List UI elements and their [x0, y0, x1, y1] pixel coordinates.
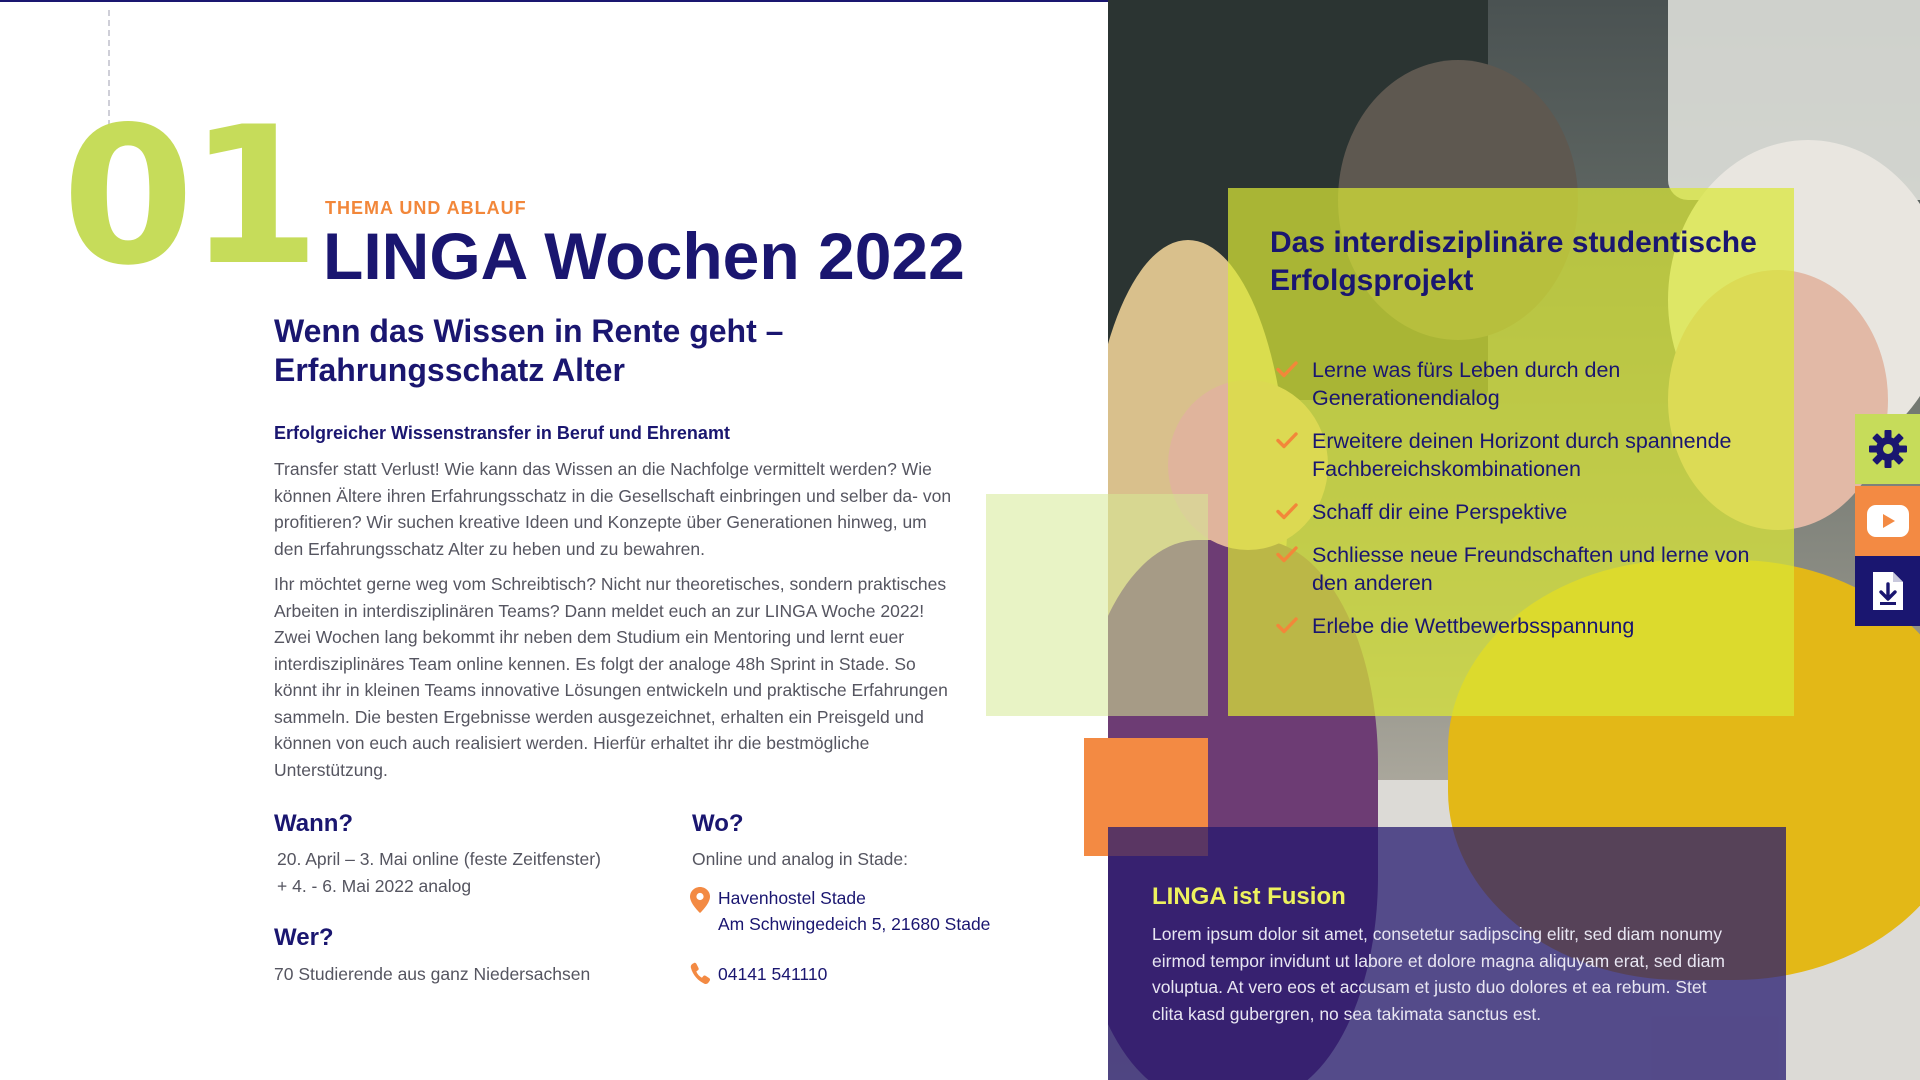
settings-button[interactable] — [1855, 414, 1920, 484]
phone-link[interactable]: 04141 541110 — [718, 964, 828, 984]
when-line-2: + 4. - 6. Mai 2022 analog — [277, 876, 472, 896]
highlight-text: Schaff dir eine Perspektive — [1312, 500, 1568, 524]
checkmark-icon — [1276, 616, 1298, 634]
phone-icon — [690, 962, 710, 984]
highlights-panel — [1228, 188, 1794, 716]
when-line-1: 20. April – 3. Mai online (feste Zeitfenster) — [277, 849, 601, 869]
location-pin-icon — [690, 887, 710, 913]
checkmark-icon — [1276, 360, 1298, 378]
location-name-link[interactable]: Havenhostel Stade — [718, 888, 866, 908]
highlight-item — [1276, 356, 1756, 412]
when-heading: Wann? — [274, 810, 354, 837]
highlights-title: Das interdisziplinäre studentische Erfolgsprojekt — [1270, 226, 1757, 297]
youtube-button[interactable] — [1855, 486, 1920, 556]
intro-subtitle: Wenn das Wissen in Rente geht – Erfahrungsschatz Alter — [274, 313, 784, 389]
top-divider — [0, 0, 1108, 2]
highlight-text: Erweitere deinen Horizont durch spannende Fachbereichskombinationen — [1312, 429, 1732, 481]
section-eyebrow: THEMA UND ABLAUF — [325, 198, 527, 218]
who-text: 70 Studierende aus ganz Niedersachsen — [274, 964, 591, 984]
download-file-icon — [1873, 572, 1903, 610]
highlights-list — [1276, 356, 1756, 655]
highlight-item — [1276, 612, 1756, 640]
highlight-text: Lerne was fürs Leben durch den Generationendialog — [1312, 358, 1621, 410]
fusion-title: LINGA ist Fusion — [1152, 883, 1346, 910]
download-button[interactable] — [1855, 556, 1920, 626]
checkmark-icon — [1276, 545, 1298, 563]
checkmark-icon — [1276, 431, 1298, 449]
checkmark-icon — [1276, 502, 1298, 520]
highlight-text: Erlebe die Wettbewerbsspannung — [1312, 614, 1635, 638]
decor-lime-square — [986, 494, 1208, 716]
page-title: LINGA Wochen 2022 — [323, 219, 965, 293]
fusion-text: Lorem ipsum dolor sit amet, consetetur sadipscing elitr, sed diam nonumy eirmod tempor invidunt ut labore et dolore magna aliquyam erat, sed diam voluptua. At vero eos et accusam et justo duo dolores et ea rebum. Stet clita kasd gubergren, no sea takimata sanctus est. — [1152, 924, 1725, 1024]
highlight-item — [1276, 427, 1756, 483]
youtube-icon — [1867, 505, 1909, 537]
fusion-panel — [1108, 827, 1786, 1080]
where-text: Online und analog in Stade: — [692, 849, 908, 869]
where-heading: Wo? — [692, 810, 744, 837]
highlight-item — [1276, 541, 1756, 597]
gear-icon — [1868, 429, 1908, 469]
intro-paragraph-1: Transfer statt Verlust! Wie kann das Wissen an die Nachfolge vermittelt werden? Wie können Ältere ihren Erfahrungsschatz in die Gesellschaft einbringen und selber da- von profitieren? Wir suchen kreative Ideen und Konzepte über Generationen hinweg, um den Erfahrungsschatz Alter zu heben und zu bewahren. — [274, 459, 952, 559]
who-heading: Wer? — [274, 924, 334, 951]
section-number: 01 — [62, 86, 315, 307]
highlight-item — [1276, 498, 1756, 526]
location-address-link[interactable]: Am Schwingedeich 5, 21680 Stade — [718, 914, 991, 934]
highlight-text: Schliesse neue Freundschaften und lerne von den anderen — [1312, 543, 1750, 595]
intro-paragraph-2: Ihr möchtet gerne weg vom Schreibtisch? Nicht nur theoretisches, sondern praktisches Arbeiten in interdisziplinären Teams? Dann meldet euch an zur LINGA Woche 2022! Zwei Wochen lang bekommt ihr neben dem Studium ein Mentoring und lernt euer interdisziplinäres Team online kennen. Es folgt der analoge 48h Sprint in Stade. So könnt ihr in kleinen Teams innovative Lösungen entwickeln und praktische Erfahrungen sammeln. Die besten Ergebnisse werden ausgezeichnet, erhalten ein Preisgeld und können von euch auch realisiert werden. Hierfür erhaltet ihr die bestmögliche Unterstützung. — [274, 574, 948, 780]
intro-lead: Erfolgreicher Wissenstransfer in Beruf und Ehrenamt — [274, 423, 730, 443]
